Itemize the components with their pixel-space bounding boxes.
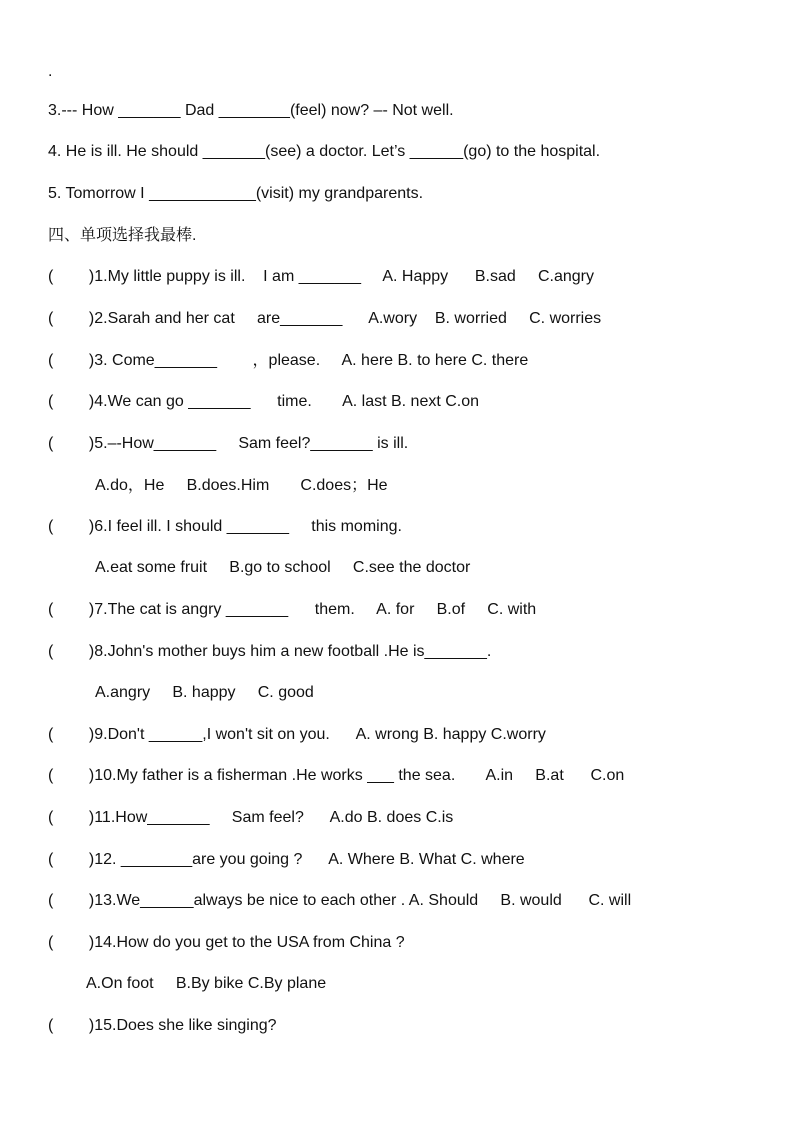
question-13: ( )13.We______always be nice to each other . A. Should B. would C. will (48, 892, 632, 909)
question-6: ( )6.I feel ill. I should _______ this moming. (48, 518, 402, 535)
question-4: ( )4.We can go _______ time. A. last B. next C.on (48, 393, 480, 410)
question-5-options: A.do，He B.does.Him C.does；He (95, 477, 388, 494)
question-1: ( )1.My little puppy is ill. I am _______ A. Happy B.sad C.angry (48, 268, 595, 285)
fill-in-question-4: 4. He is ill. He should _______(see) a doctor. Let’s ______(go) to the hospital. (48, 143, 601, 160)
question-11: ( )11.How_______ Sam feel? A.do B. does C.is (48, 809, 454, 826)
question-8-options: A.angry B. happy C. good (95, 684, 314, 701)
stray-dot: . (48, 63, 53, 80)
question-8: ( )8.John's mother buys him a new football .He is_______. (48, 643, 492, 660)
fill-in-question-3: 3.--- How _______ Dad ________(feel) now? –- Not well. (48, 102, 454, 119)
question-12: ( )12. ________are you going ? A. Where B. What C. where (48, 851, 525, 868)
question-6-options: A.eat some fruit B.go to school C.see the doctor (95, 559, 471, 576)
question-3: ( )3. Come_______ ，please. A. here B. to here C. there (48, 352, 529, 369)
question-9: ( )9.Don't ______,I won't sit on you. A. wrong B. happy C.worry (48, 726, 546, 743)
question-5: ( )5.–-How_______ Sam feel?_______ is ill. (48, 435, 409, 452)
question-2: ( )2.Sarah and her cat are_______ A.wory B. worried C. worries (48, 310, 602, 327)
question-10: ( )10.My father is a fisherman .He works ___ the sea. A.in B.at C.on (48, 767, 625, 784)
question-14-options: A.On foot B.By bike C.By plane (86, 975, 327, 992)
question-7: ( )7.The cat is angry _______ them. A. for B.of C. with (48, 601, 537, 618)
question-15: ( )15.Does she like singing? (48, 1017, 277, 1034)
fill-in-question-5: 5. Tomorrow I ____________(visit) my grandparents. (48, 185, 424, 202)
section-title: 四、单项选择我最棒. (48, 227, 197, 244)
question-14: ( )14.How do you get to the USA from China ? (48, 934, 405, 951)
